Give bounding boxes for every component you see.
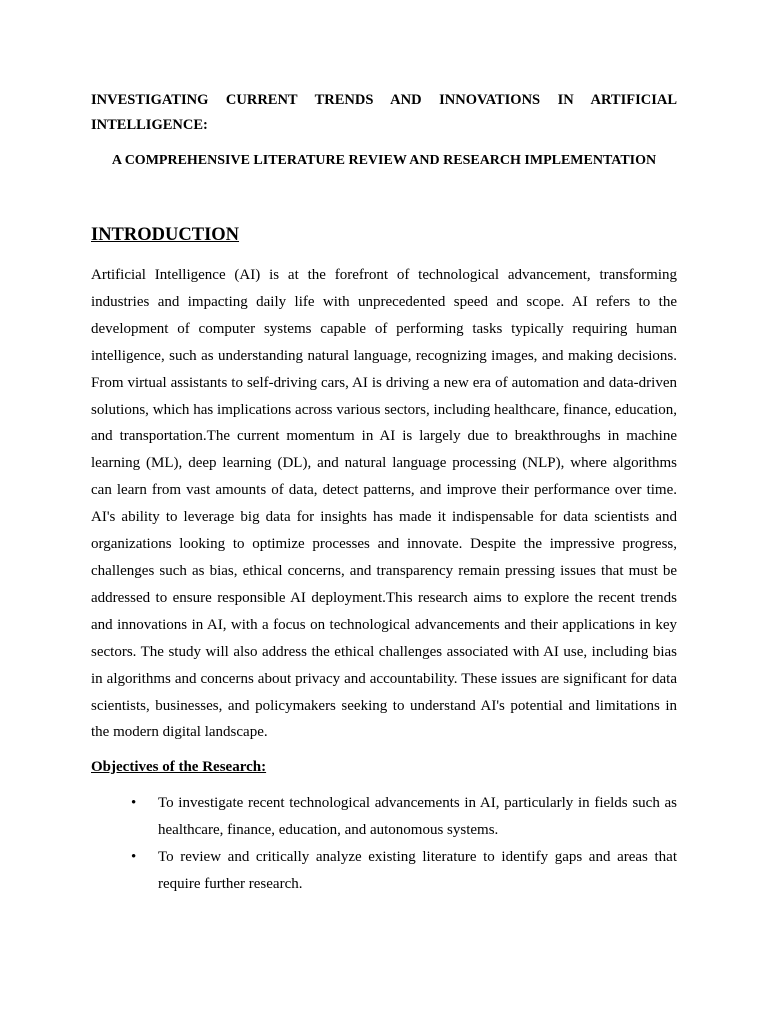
objective-text: To investigate recent technological advancements in AI, particularly in fields such as healthcare, finance, education, and autonomous systems. — [158, 795, 677, 838]
bullet-icon: • — [131, 795, 137, 811]
objective-item — [91, 790, 677, 844]
introduction-heading: INTRODUCTION — [91, 225, 240, 245]
objectives-heading: Objectives of the Research: — [91, 759, 267, 775]
objective-item — [91, 844, 677, 898]
bullet-icon: • — [131, 848, 137, 865]
objectives-list — [91, 790, 677, 898]
document-title: INVESTIGATING CURRENT TRENDS AND INNOVATIONS IN ARTIFICIAL INTELLIGENCE: — [91, 92, 677, 133]
document-subtitle: A COMPREHENSIVE LITERATURE REVIEW AND RESEARCH IMPLEMENTATION — [111, 153, 657, 168]
objective-text: To review and critically analyze existing literature to identify gaps and areas that require further research. — [158, 848, 677, 892]
introduction-paragraph: Artificial Intelligence (AI) is at the forefront of technological advancement, transforming industries and impacting daily life with unprecedented speed and scope. AI refers to the development of computer systems capable of performing tasks typically requiring human intelligence, such as understanding natural language, recognizing images, and making decisions. From virtual assistants to self-driving cars, AI is driving a new era of automation and data-driven solutions, which has implications across various sectors, including healthcare, finance, education, and transportation.The current momentum in AI is largely due to breakthroughs in machine learning (ML), deep learning (DL), and natural language processing (NLP), where algorithms can learn from vast amounts of data, detect patterns, and improve their performance over time. AI's ability to leverage big data for insights has made it indispensable for data scientists and organizations looking to optimize processes and innovate. Despite the impressive progress, challenges such as bias, ethical concerns, and transparency remain pressing issues that must be addressed to ensure responsible AI deployment.This research aims to explore the recent trends and innovations in AI, with a focus on technological advancements and their applications in key sectors. The study will also address the ethical challenges associated with AI use, including bias in algorithms and concerns about privacy and accountability. These issues are significant for data scientists, businesses, and policymakers seeking to understand AI's potential and limitations in the modern digital landscape. — [91, 267, 677, 741]
